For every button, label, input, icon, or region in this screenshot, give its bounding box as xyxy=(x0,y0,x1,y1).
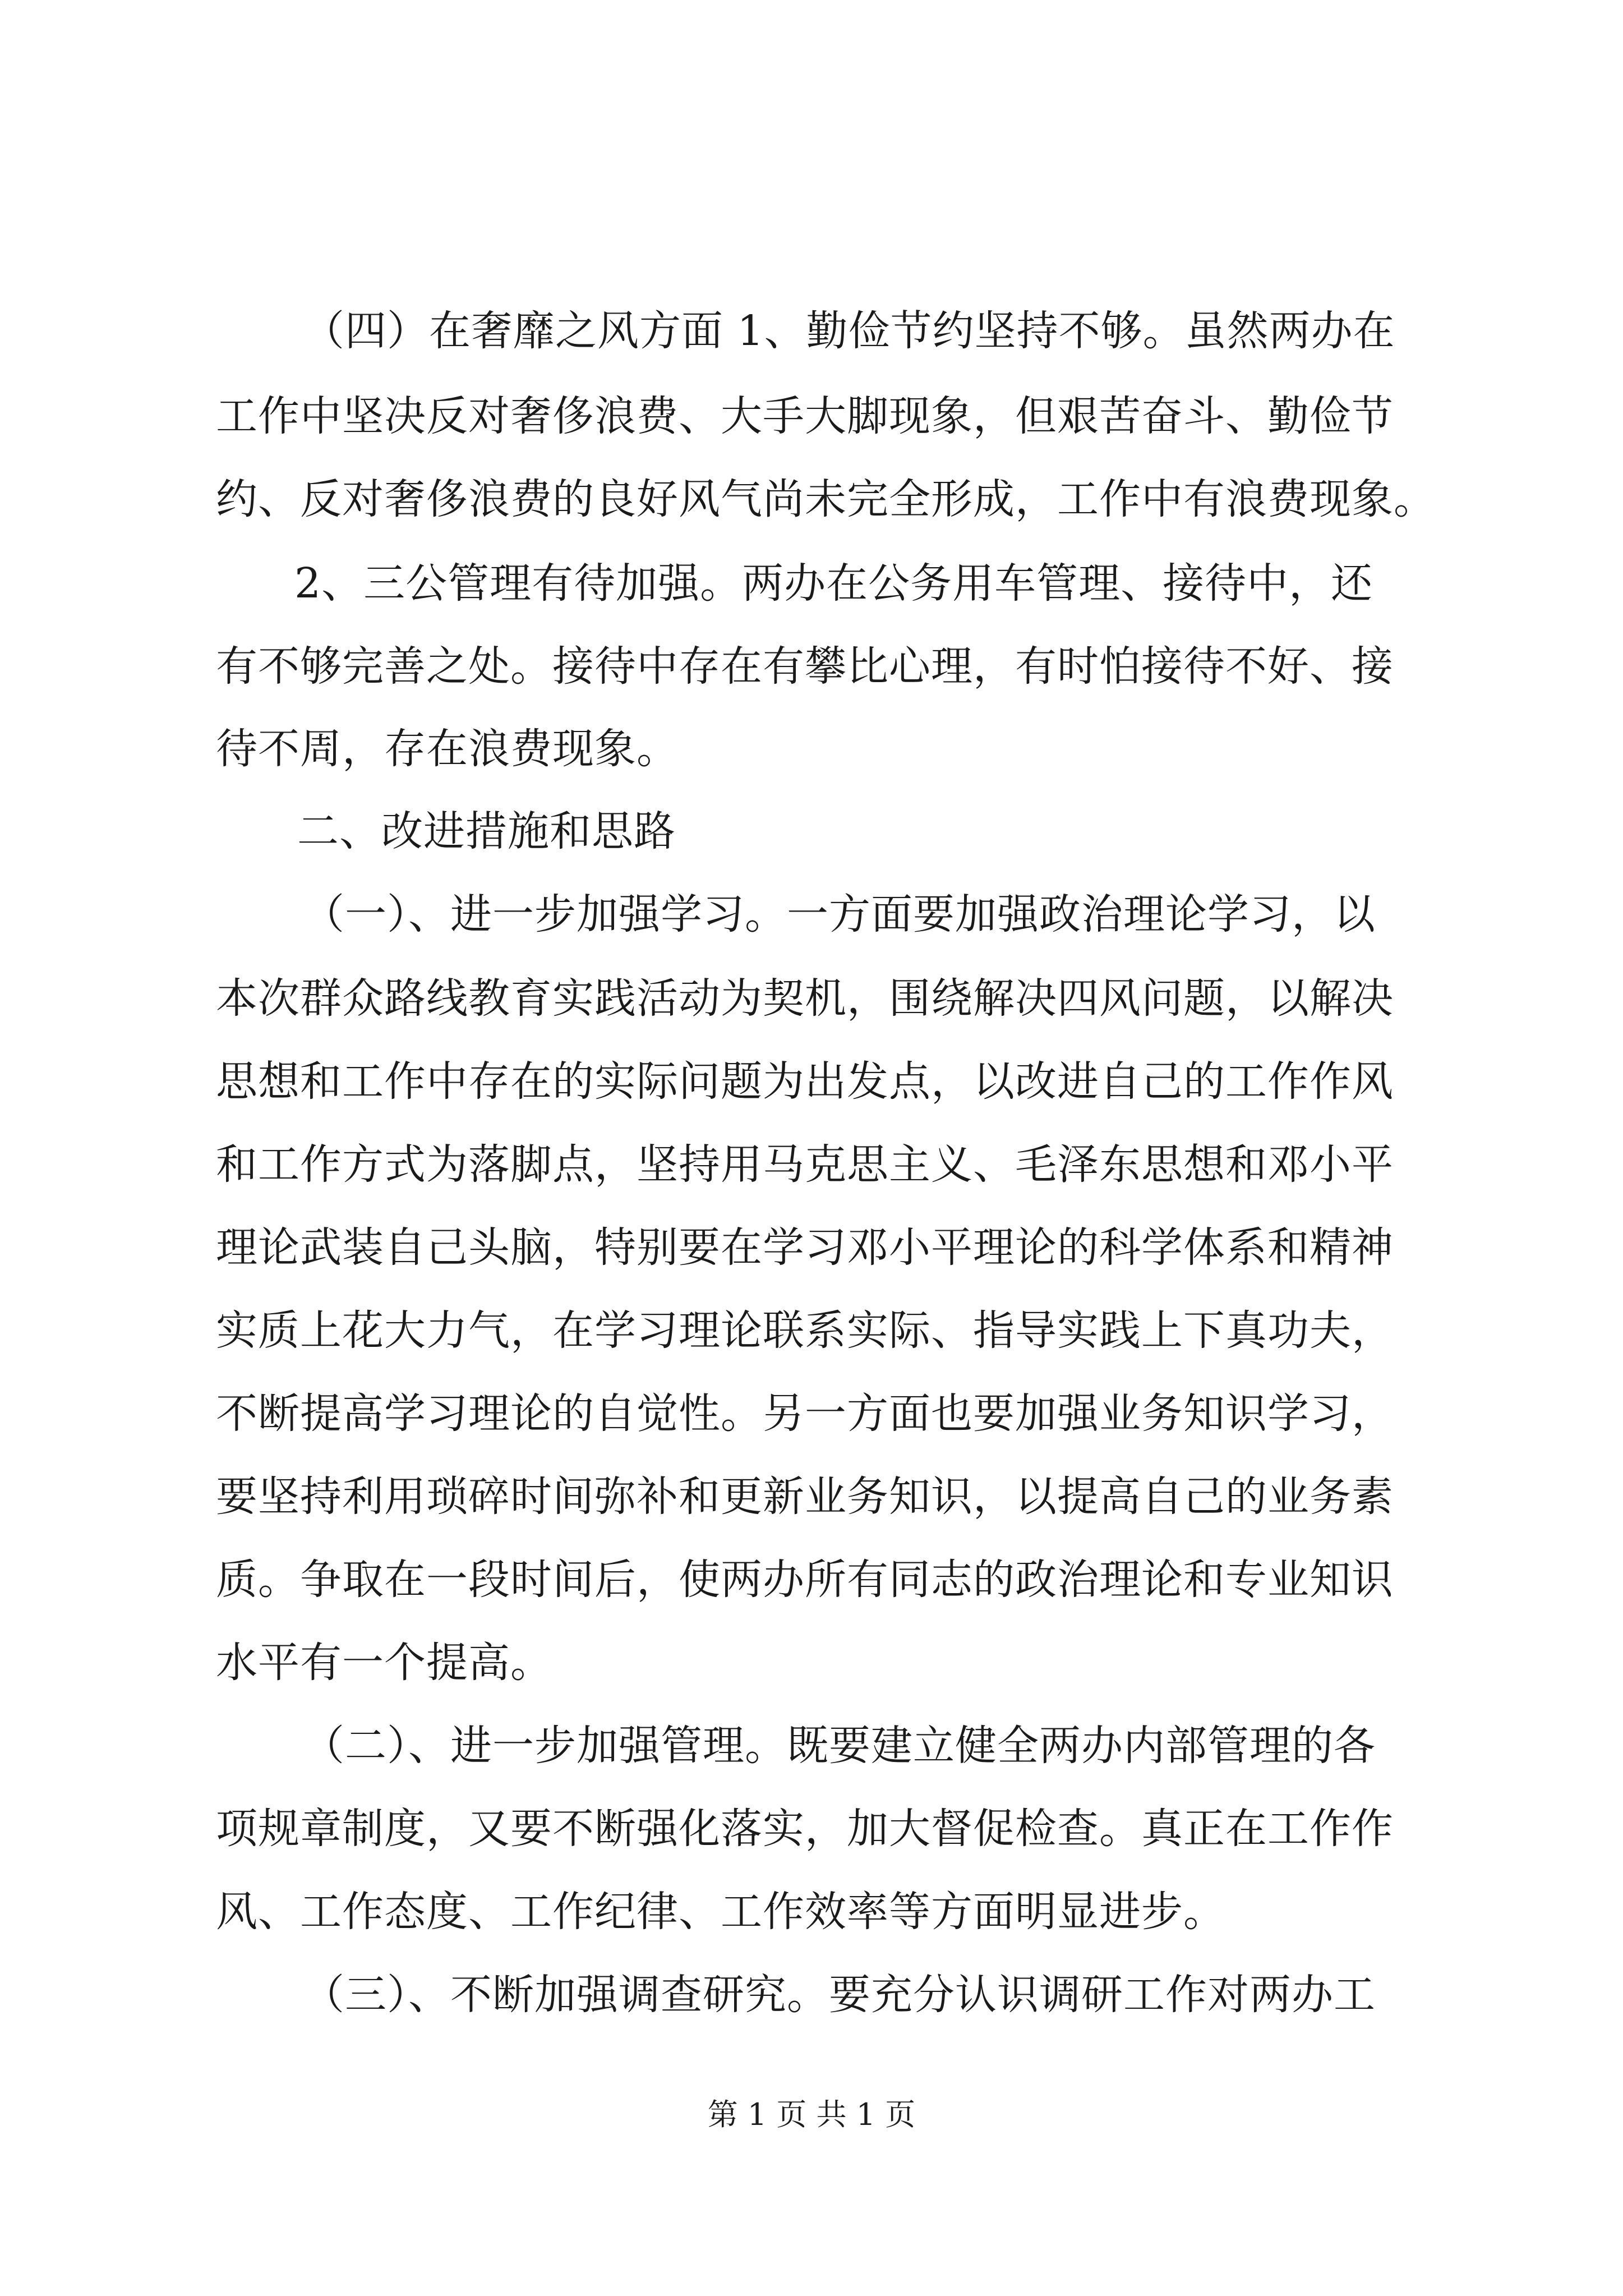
text-line: 理论武装自己头脑，特别要在学习邓小平理论的科学体系和精神 xyxy=(216,1223,1394,1272)
text-line: （三）、不断加强调查研究。要充分认识调研工作对两办工 xyxy=(303,1971,1376,2019)
text-line: 要坚持利用琐碎时间弥补和更新业务知识，以提高自己的业务素 xyxy=(216,1473,1394,1521)
section-heading: 二、改进措施和思路 xyxy=(297,807,676,855)
text-line: 2、三公管理有待加强。两办在公务用车管理、接待中，还 xyxy=(294,559,1373,608)
text-line: 约、反对奢侈浪费的良好风气尚未完全形成，工作中有浪费现象。 xyxy=(216,475,1436,523)
text-line: （二）、进一步加强管理。既要建立健全两办内部管理的各 xyxy=(303,1722,1376,1770)
text-line: 质。争取在一段时间后，使两办所有同志的政治理论和专业知识 xyxy=(216,1556,1394,1604)
text-line: 实质上花大力气，在学习理论联系实际、指导实践上下真功夫， xyxy=(216,1306,1394,1355)
text-line: （四）在奢靡之风方面 1、勤俭节约坚持不够。虽然两办在 xyxy=(303,307,1395,355)
text-line: 思想和工作中存在的实际问题为出发点，以改进自己的工作作风 xyxy=(216,1057,1394,1106)
page-footer: 第 1 页 共 1 页 xyxy=(707,2097,916,2132)
text-line: 风、工作态度、工作纪律、工作效率等方面明显进步。 xyxy=(216,1888,1225,1936)
text-line: 项规章制度，又要不断强化落实，加大督促检查。真正在工作作 xyxy=(216,1805,1394,1853)
text-line: 水平有一个提高。 xyxy=(216,1639,552,1687)
text-line: 本次群众路线教育实践活动为契机，围绕解决四风问题，以解决 xyxy=(216,974,1394,1023)
text-line: 有不够完善之处。接待中存在有攀比心理，有时怕接待不好、接 xyxy=(216,642,1394,691)
text-line: 待不周，存在浪费现象。 xyxy=(216,725,679,773)
text-line: 不断提高学习理论的自觉性。另一方面也要加强业务知识学习， xyxy=(216,1389,1394,1438)
text-line: （一）、进一步加强学习。一方面要加强政治理论学习，以 xyxy=(303,890,1376,938)
text-line: 和工作方式为落脚点，坚持用马克思主义、毛泽东思想和邓小平 xyxy=(216,1140,1394,1189)
text-line: 工作中坚决反对奢侈浪费、大手大脚现象，但艰苦奋斗、勤俭节 xyxy=(216,392,1394,440)
